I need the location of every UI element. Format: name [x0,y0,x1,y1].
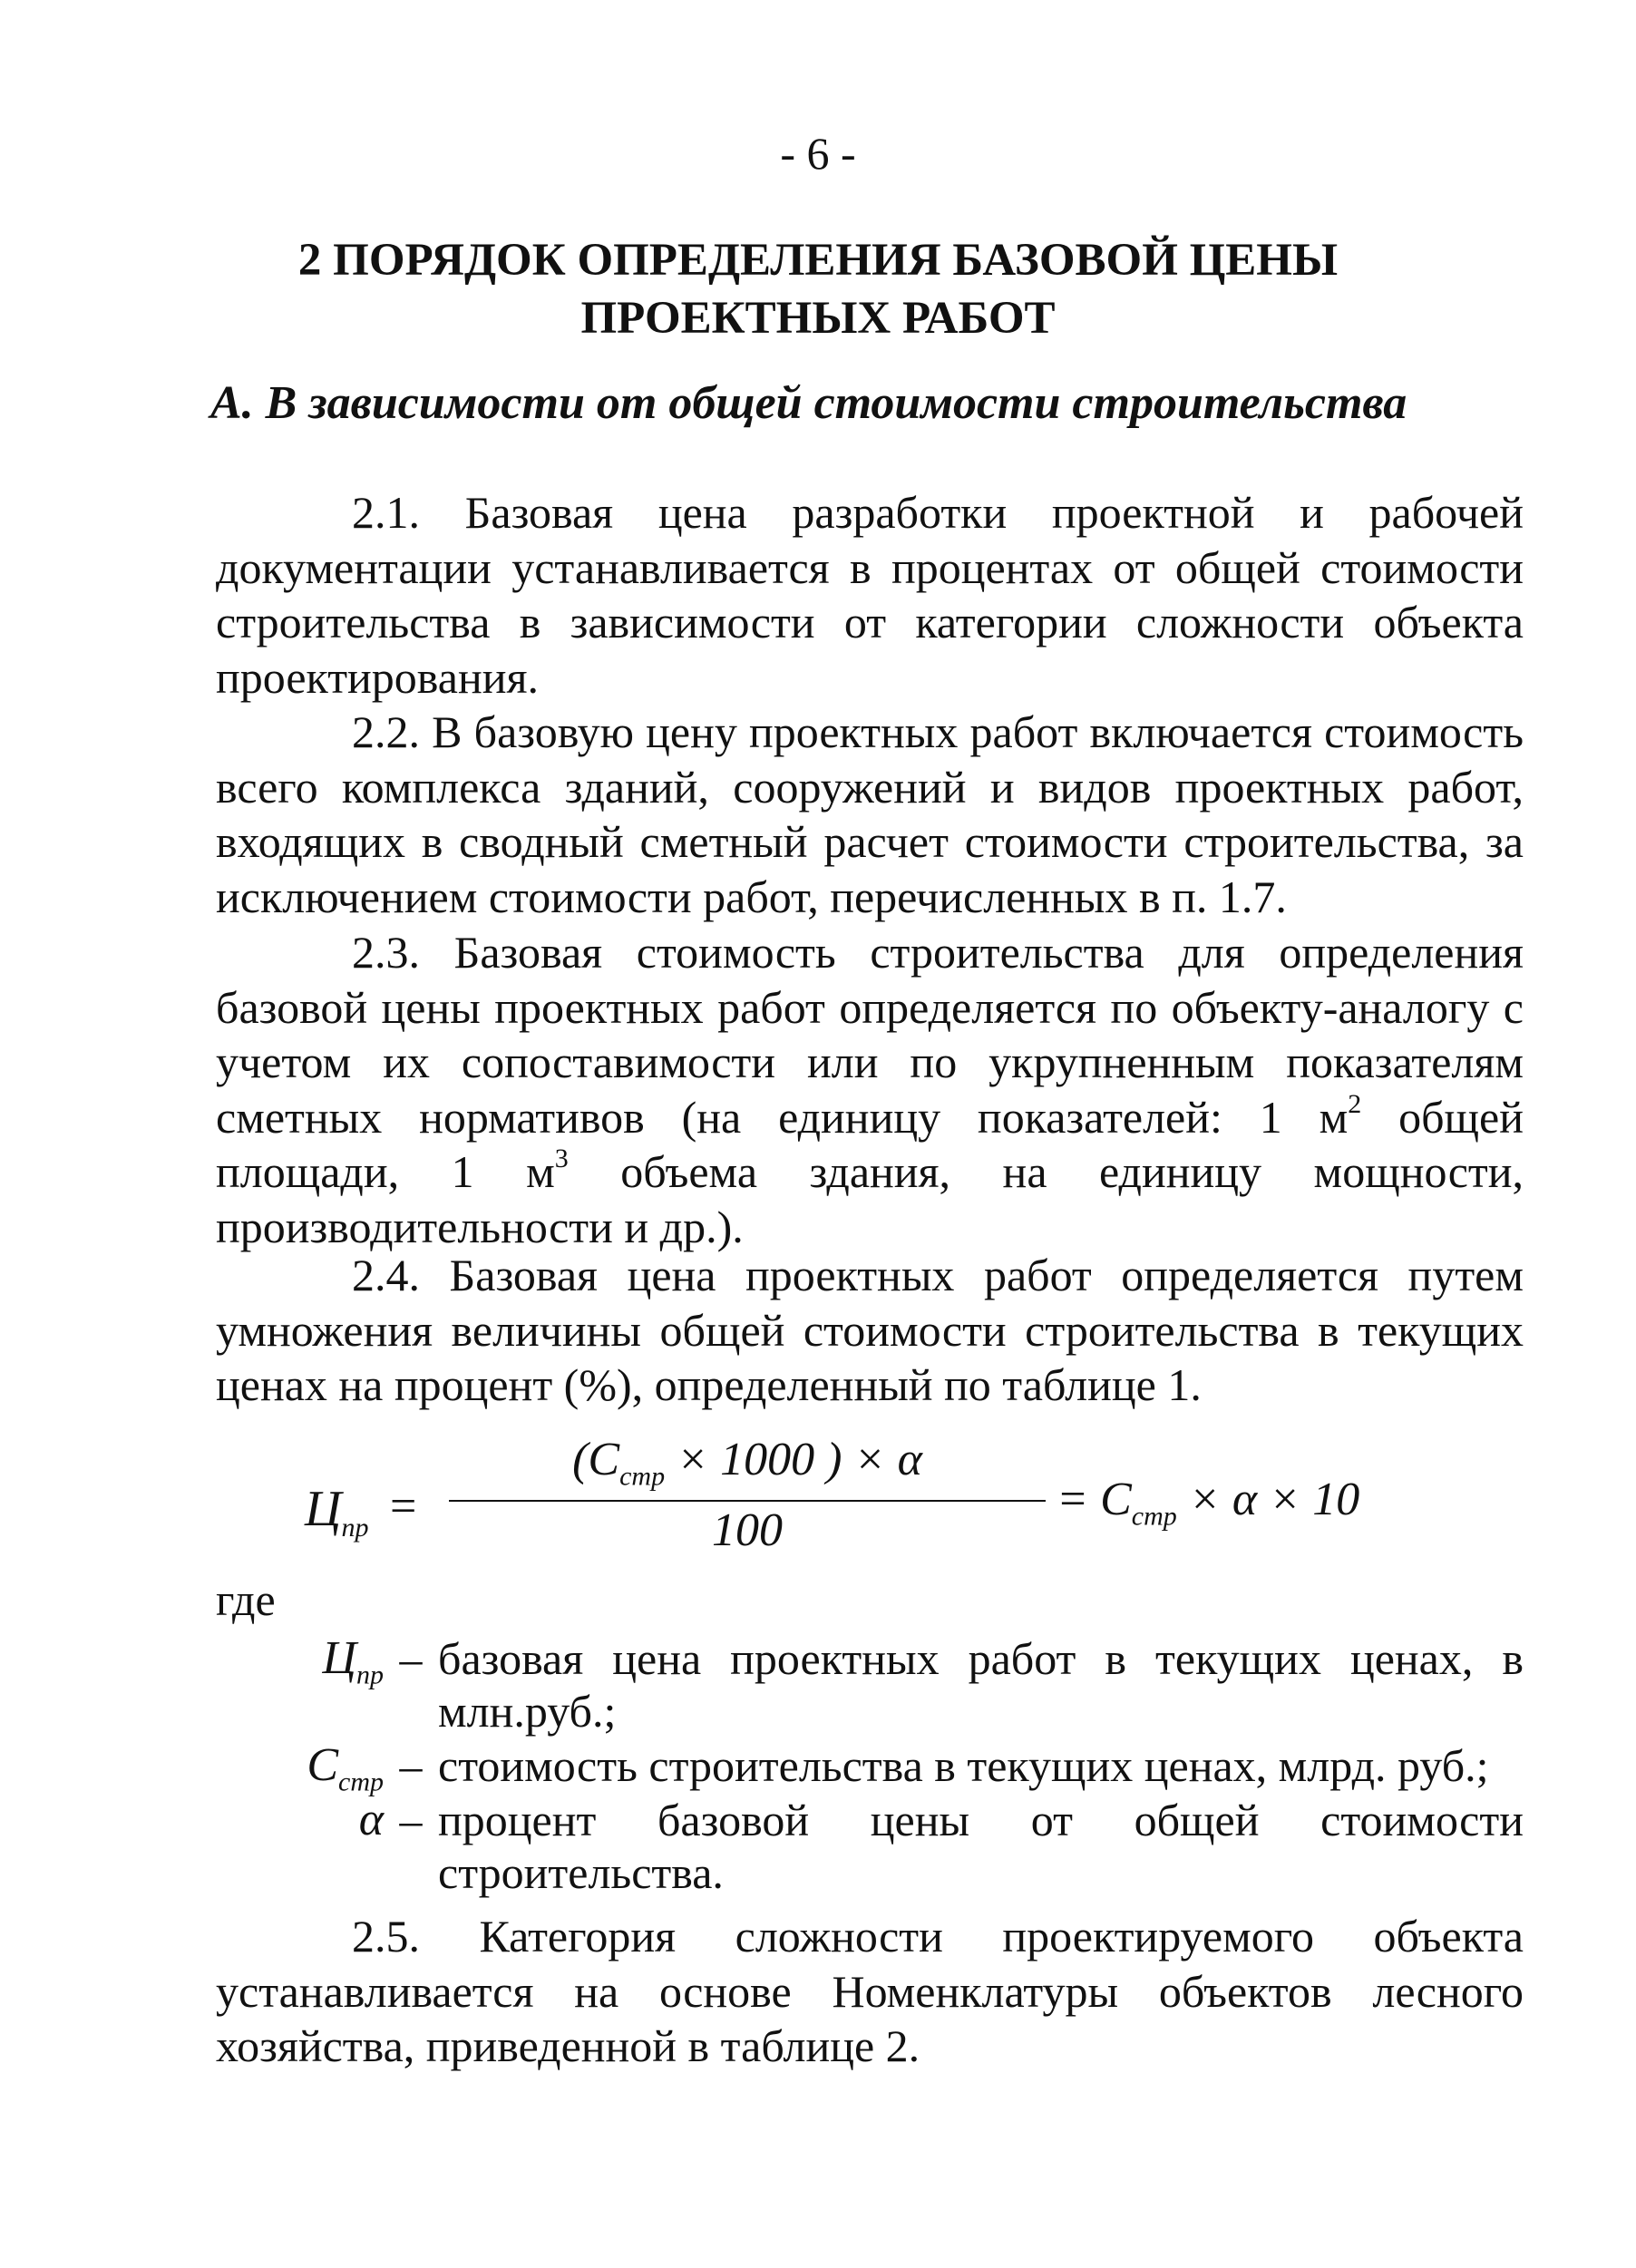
formula-lhs: $Ц_{пр}$ [305,1481,369,1543]
formula-equals: = [390,1481,417,1533]
definition-dash: – [399,1633,423,1684]
paragraph-2-2: 2.2. В базовую цену проектных работ включается стоимость всего комплекса зданий, сооружений и видов проектных работ, входящих в сводный сметный расчет стоимости строительства, за исключением стоимости работ, перечисленных в п. 1.7. [216,706,1524,922]
definition-text: стоимость строительства в текущих ценах, млрд. руб.; [438,1740,1489,1791]
paragraph-2-5: 2.5. Категория сложности проектируемого объекта устанавливается на основе Номенклатуры объектов лесного хозяйства, приведенной в таблице 2. [216,1911,1524,2071]
definitions-list [216,1632,1524,1901]
formula-fraction-bar [449,1500,1046,1502]
paragraph-2-3 [216,925,1524,1254]
definition-item [216,1794,1524,1899]
superscript-square: 2 [1348,1088,1362,1119]
section-heading [0,231,1636,347]
definition-symbol: $Ц_{пр}$ [322,1632,384,1690]
page-number: - 6 - [780,128,856,179]
definition-text: базовая цена проектных работ в текущих ценах, в млн.руб.; [438,1633,1524,1737]
formula-denominator: 100 [712,1504,783,1556]
paragraph-2-4: 2.4. Базовая цена проектных работ определяется путем умножения величины общей стоимости строительства в текущих ценах на процент (%), определенный по таблице 1. [216,1250,1524,1410]
paragraph-2-1: 2.1. Базовая цена разработки проектной и рабочей документации устанавливается в процентах от общей стоимости строительства в зависимости от категории сложности объекта проектирования. [216,487,1524,703]
superscript-cube: 3 [554,1144,569,1173]
paragraph-2-3-text-b: общей площади, 1 м [216,1091,1524,1197]
definition-symbol: α [358,1794,384,1845]
paragraph-2-3-text-a: 2.3. Базовая стоимость строительства для определения базовой цены проектных работ определяется по объекту-аналогу с учетом их сопоставимости или по укрупненным показателям сметных нормативов (на единицу показателей: 1 м [216,927,1524,1143]
where-label: где [216,1574,276,1625]
definition-item [216,1739,1524,1797]
paragraph-2-3-text-c: объема здания, на единицу мощности, производительности и др.). [216,1146,1524,1252]
subsection-heading: А. В зависимости от общей стоимости строительства [210,377,1407,429]
section-heading-line-1: 2 ПОРЯДОК ОПРЕДЕЛЕНИЯ БАЗОВОЙ ЦЕНЫ [297,235,1339,286]
definition-dash: – [399,1795,423,1845]
formula-numerator: ($С_{стр} \times 1000$ ) × α [572,1434,922,1492]
definition-item [216,1632,1524,1738]
formula-rhs: = $С_{стр} \times \alpha \times 10$ [1057,1474,1360,1532]
section-heading-line-2: ПРОЕКТНЫХ РАБОТ [580,293,1056,344]
definition-text: процент базовой цены от общей стоимости строительства. [438,1795,1524,1898]
definition-dash: – [399,1740,423,1791]
definition-symbol: $С_{стр}$ [307,1739,384,1797]
